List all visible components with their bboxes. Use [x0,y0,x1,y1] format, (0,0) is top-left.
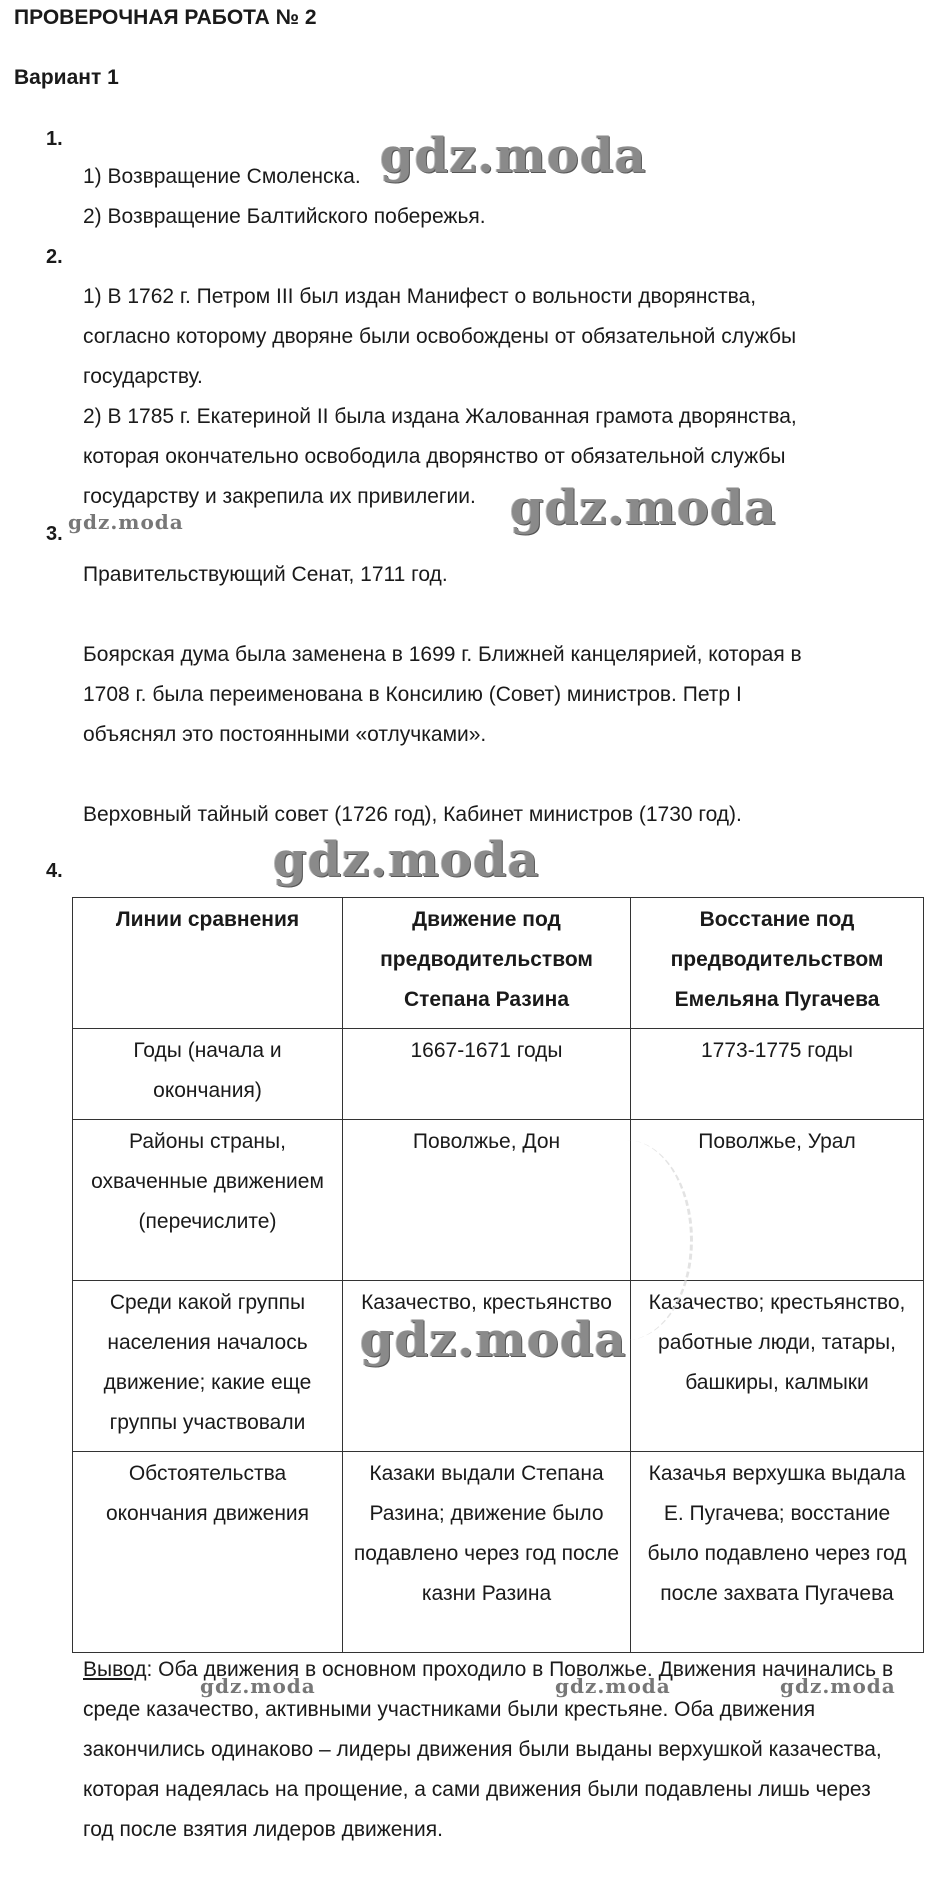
table-cell: Поволжье, Дон [343,1120,631,1281]
watermark-logo: gdz.moda [273,832,540,888]
table-header-cell: Восстание под предводительством Емельяна Пугачева [631,898,924,1029]
table-row [73,1029,924,1120]
watermark-logo: gdz.moda [68,510,184,534]
table-cell: Поволжье, Урал [631,1120,924,1281]
q2-line-1: 1) В 1762 г. Петром III был издан Манифест о вольности дворянства, [83,285,757,308]
q3-line-3: 1708 г. была переименована в Консилию (Совет) министров. Петр I [83,683,742,706]
table-row [73,1452,924,1653]
question-4-number: 4. [46,860,63,882]
table-cell: Обстоятельства окончания движения [73,1452,343,1653]
table-cell: 1667-1671 годы [343,1029,631,1120]
table-cell: Казаки выдали Степана Разина; движение было подавлено через год после казни Разина [343,1452,631,1653]
q2-line-2: согласно которому дворяне были освобождены от обязательной службы [83,325,797,348]
scan-smudge [560,1140,693,1340]
table-cell: Казачество; крестьянство, работные люди, татары, башкиры, калмыки [631,1281,924,1452]
q2-line-4: 2) В 1785 г. Екатериной II была издана Жалованная грамота дворянства, [83,405,797,428]
comparison-table [72,897,924,1653]
table-header-cell: Линии сравнения [73,898,343,1029]
question-1-number: 1. [46,128,63,150]
q1-line-1: 1) Возвращение Смоленска. [83,165,361,188]
watermark-logo: gdz.moda [360,1312,627,1368]
table-cell: Районы страны, охваченные движением (перечислите) [73,1120,343,1281]
watermark-logo: gdz.moda [200,1674,316,1698]
watermark-logo: gdz.moda [380,128,647,184]
q2-line-3: государству. [83,365,203,388]
page-title: ПРОВЕРОЧНАЯ РАБОТА № 2 [14,6,317,29]
table-cell: Казачество, крестьянство [343,1281,631,1452]
table-cell: 1773-1775 годы [631,1029,924,1120]
q3-line-2: Боярская дума была заменена в 1699 г. Ближней канцелярией, которая в [83,643,802,666]
q2-line-5: которая окончательно освободила дворянство от обязательной службы [83,445,786,468]
watermark-logo: gdz.moda [555,1674,671,1698]
conclusion-label: Вывод [83,1658,147,1681]
table-header-row [73,898,924,1029]
q1-line-2: 2) Возвращение Балтийского побережья. [83,205,486,228]
q3-line-1: Правительствующий Сенат, 1711 год. [83,563,448,586]
table-header-cell: Движение под предводительством Степана Разина [343,898,631,1029]
conclusion-text: : Оба движения в основном проходило в Поволжье. Движения начинались в среде казачество, активными участниками были крестьяне. Оба движения закончились одинаково – лидеры движения были выданы верхушкой казачества, которая надеялась на прощение, а сами движения были подавлены лишь через год после взятия лидеров движения. [83,1658,894,1841]
question-3-number: 3. [46,523,63,545]
watermark-logo: gdz.moda [510,480,777,536]
watermark-logo: gdz.moda [780,1674,896,1698]
table-cell: Среди какой группы населения началось движение; какие еще группы участвовали [73,1281,343,1452]
q3-line-5: Верховный тайный совет (1726 год), Кабинет министров (1730 год). [83,803,742,826]
q3-line-4: объяснял это постоянными «отлучками». [83,723,487,746]
variant-heading: Вариант 1 [14,66,119,89]
table-cell: Годы (начала и окончания) [73,1029,343,1120]
q2-line-6: государству и закрепила их привилегии. [83,485,476,508]
question-2-number: 2. [46,246,63,268]
table-cell: Казачья верхушка выдала Е. Пугачева; восстание было подавлено через год после захвата Пугачева [631,1452,924,1653]
table-row [73,1120,924,1281]
